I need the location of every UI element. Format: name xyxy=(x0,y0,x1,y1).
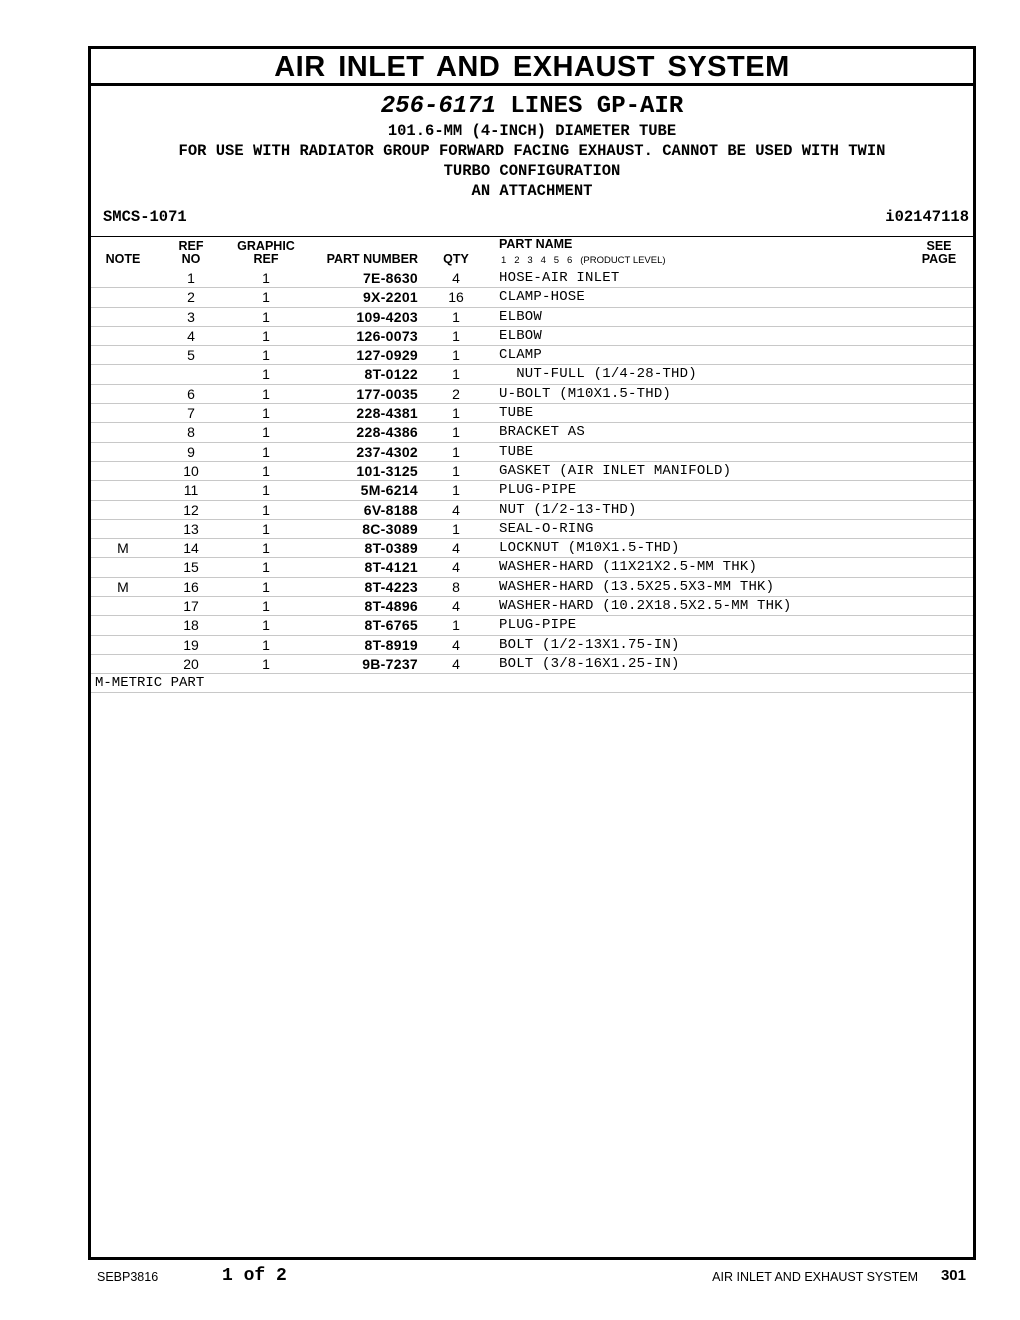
part-number-cell: 126-0073 xyxy=(356,327,418,344)
footer-page-number: 301 xyxy=(940,1267,966,1284)
ref-no-cell: 17 xyxy=(183,598,199,615)
part-number-cell: 228-4381 xyxy=(356,405,418,422)
part-name-cell: U-BOLT (M10X1.5-THD) xyxy=(499,385,672,402)
group-desc-line: FOR USE WITH RADIATOR GROUP FORWARD FACING EXHAUST. CANNOT BE USED WITH TWIN xyxy=(178,142,886,160)
col-see-page: PAGE xyxy=(921,252,957,266)
col-ref: REF xyxy=(178,239,204,253)
part-number-cell: 8C-3089 xyxy=(362,520,418,537)
qty-cell: 1 xyxy=(452,482,460,499)
group-number: 256-6171 xyxy=(380,93,496,120)
ref-no-cell: 20 xyxy=(183,655,199,672)
table-row xyxy=(91,501,973,520)
part-name-cell: ELBOW xyxy=(499,327,543,344)
table-row xyxy=(91,346,973,365)
qty-cell: 1 xyxy=(452,617,460,634)
qty-cell: 16 xyxy=(448,289,464,306)
qty-cell: 1 xyxy=(452,405,460,422)
table-row xyxy=(91,597,973,616)
footer-page-count: 1 of 2 xyxy=(222,1266,287,1286)
graphic-ref-cell: 1 xyxy=(262,540,270,557)
parts-table-header xyxy=(91,236,973,269)
qty-cell: 4 xyxy=(452,270,460,286)
ref-no-cell: 18 xyxy=(183,617,199,634)
footer-section: AIR INLET AND EXHAUST SYSTEM xyxy=(712,1270,918,1284)
ref-no-cell: 6 xyxy=(187,385,195,402)
graphic-ref-cell: 1 xyxy=(262,462,270,479)
ref-no-cell: 5 xyxy=(187,347,195,364)
part-name-cell: TUBE xyxy=(499,405,534,422)
part-number-cell: 8T-4121 xyxy=(364,559,418,576)
part-number-cell: 5M-6214 xyxy=(360,482,418,499)
qty-cell: 4 xyxy=(452,636,460,653)
graphic-ref-cell: 1 xyxy=(262,405,270,422)
qty-cell: 4 xyxy=(452,501,460,518)
table-row xyxy=(91,269,973,288)
table-row xyxy=(91,520,973,539)
qty-cell: 1 xyxy=(452,308,460,325)
part-name-cell: CLAMP xyxy=(499,347,543,364)
col-see: SEE xyxy=(926,239,952,253)
qty-cell: 1 xyxy=(452,443,460,460)
graphic-ref-cell: 1 xyxy=(262,617,270,634)
graphic-ref-cell: 1 xyxy=(262,443,270,460)
note-cell: M xyxy=(117,578,129,595)
part-number-cell: 8T-4223 xyxy=(364,578,418,595)
part-name-cell: BOLT (3/8-16X1.25-IN) xyxy=(499,655,680,672)
group-desc-line: 101.6-MM (4-INCH) DIAMETER TUBE xyxy=(387,122,677,140)
part-number-cell: 101-3125 xyxy=(356,462,418,479)
table-row xyxy=(91,578,973,597)
footnote: M-METRIC PART xyxy=(91,674,973,693)
col-graphic-ref: REF xyxy=(253,252,279,266)
table-row xyxy=(91,558,973,577)
parts-table-body xyxy=(91,269,973,674)
qty-cell: 1 xyxy=(452,462,460,479)
group-name: LINES GP-AIR xyxy=(510,93,684,120)
qty-cell: 4 xyxy=(452,559,460,576)
part-number-cell: 8T-6765 xyxy=(364,617,418,634)
qty-cell: 1 xyxy=(452,327,460,344)
ref-no-cell: 13 xyxy=(183,520,199,537)
part-number-cell: 177-0035 xyxy=(356,385,418,402)
graphic-ref-cell: 1 xyxy=(262,578,270,595)
part-name-cell: PLUG-PIPE xyxy=(499,482,577,499)
part-name-cell: NUT-FULL (1/4-28-THD) xyxy=(499,366,697,383)
page-footer xyxy=(0,1266,1020,1286)
table-row xyxy=(91,404,973,423)
footer-doc-number: SEBP3816 xyxy=(97,1270,159,1284)
table-row xyxy=(91,462,973,481)
ref-no-cell: 3 xyxy=(187,308,195,325)
part-number-cell: 127-0929 xyxy=(356,347,418,364)
part-name-cell: WASHER-HARD (10.2X18.5X2.5-MM THK) xyxy=(499,598,792,615)
group-desc-line: AN ATTACHMENT xyxy=(471,182,593,200)
table-row xyxy=(91,385,973,404)
col-note: NOTE xyxy=(105,252,141,266)
ref-no-cell: 4 xyxy=(187,327,195,344)
graphic-ref-cell: 1 xyxy=(262,598,270,615)
graphic-ref-cell: 1 xyxy=(262,347,270,364)
graphic-ref-cell: 1 xyxy=(262,270,270,286)
part-name-cell: ELBOW xyxy=(499,308,543,325)
graphic-ref-cell: 1 xyxy=(262,327,270,344)
ref-no-cell: 11 xyxy=(183,482,199,499)
part-name-cell: NUT (1/2-13-THD) xyxy=(499,501,637,518)
part-name-cell: CLAMP-HOSE xyxy=(499,289,586,306)
smcs-code: SMCS-1071 xyxy=(103,208,187,226)
part-name-cell: SEAL-O-RING xyxy=(499,520,594,537)
page-title: AIR INLET AND EXHAUST SYSTEM xyxy=(91,49,973,86)
part-number-cell: 9X-2201 xyxy=(362,289,418,306)
table-row xyxy=(91,365,973,384)
part-number-cell: 6V-8188 xyxy=(363,501,418,518)
table-row xyxy=(91,308,973,327)
ref-no-cell: 8 xyxy=(187,424,195,441)
part-number-cell: 8T-8919 xyxy=(364,636,418,653)
note-cell: M xyxy=(117,540,129,557)
ref-no-cell: 19 xyxy=(183,636,199,653)
group-title xyxy=(91,86,973,121)
part-name-cell: WASHER-HARD (13.5X25.5X3-MM THK) xyxy=(499,578,775,595)
graphic-ref-cell: 1 xyxy=(262,501,270,518)
group-header xyxy=(91,86,973,236)
illustration-id: i02147118 xyxy=(885,208,969,226)
qty-cell: 4 xyxy=(452,655,460,672)
qty-cell: 2 xyxy=(452,385,460,402)
table-row xyxy=(91,539,973,558)
part-number-cell: 8T-0389 xyxy=(364,540,418,557)
table-row xyxy=(91,288,973,307)
table-row xyxy=(91,327,973,346)
col-qty: QTY xyxy=(443,252,469,266)
part-name-cell: HOSE-AIR INLET xyxy=(499,270,620,286)
part-number-cell: 8T-0122 xyxy=(364,366,418,383)
part-number-cell: 228-4386 xyxy=(356,424,418,441)
part-name-cell: GASKET (AIR INLET MANIFOLD) xyxy=(499,462,732,479)
group-desc-line: TURBO CONFIGURATION xyxy=(443,162,621,180)
col-part-name: PART NAME xyxy=(499,237,573,251)
col-ref-no: NO xyxy=(181,252,201,266)
graphic-ref-cell: 1 xyxy=(262,289,270,306)
ref-no-cell: 2 xyxy=(187,289,195,306)
graphic-ref-cell: 1 xyxy=(262,559,270,576)
ref-no-cell: 10 xyxy=(183,462,199,479)
ref-no-cell: 14 xyxy=(183,540,199,557)
qty-cell: 1 xyxy=(452,520,460,537)
part-number-cell: 237-4302 xyxy=(356,443,418,460)
ref-no-cell: 7 xyxy=(187,405,195,422)
col-part-number: PART NUMBER xyxy=(326,252,418,266)
qty-cell: 1 xyxy=(452,424,460,441)
table-row xyxy=(91,636,973,655)
part-name-cell: TUBE xyxy=(499,443,534,460)
part-name-cell: PLUG-PIPE xyxy=(499,617,577,634)
ref-no-cell: 16 xyxy=(183,578,199,595)
part-number-cell: 8T-4896 xyxy=(364,598,418,615)
graphic-ref-cell: 1 xyxy=(262,655,270,672)
table-row xyxy=(91,655,973,674)
graphic-ref-cell: 1 xyxy=(262,482,270,499)
ref-no-cell: 15 xyxy=(183,559,199,576)
qty-cell: 4 xyxy=(452,598,460,615)
qty-cell: 1 xyxy=(452,347,460,364)
graphic-ref-cell: 1 xyxy=(262,636,270,653)
table-row xyxy=(91,423,973,442)
qty-cell: 8 xyxy=(452,578,460,595)
graphic-ref-cell: 1 xyxy=(262,385,270,402)
ref-no-cell: 1 xyxy=(187,270,195,286)
graphic-ref-cell: 1 xyxy=(262,424,270,441)
part-name-cell: BRACKET AS xyxy=(499,424,586,441)
graphic-ref-cell: 1 xyxy=(262,366,270,383)
qty-cell: 1 xyxy=(452,366,460,383)
part-name-cell: WASHER-HARD (11X21X2.5-MM THK) xyxy=(499,559,758,576)
col-product-levels: 1 2 3 4 5 6 (PRODUCT LEVEL) xyxy=(501,255,666,266)
part-number-cell: 109-4203 xyxy=(356,308,418,325)
page-frame xyxy=(88,46,976,1260)
qty-cell: 4 xyxy=(452,540,460,557)
ref-no-cell: 9 xyxy=(187,443,195,460)
graphic-ref-cell: 1 xyxy=(262,520,270,537)
col-graphic: GRAPHIC xyxy=(237,239,295,253)
part-number-cell: 7E-8630 xyxy=(362,270,418,286)
part-name-cell: LOCKNUT (M10X1.5-THD) xyxy=(499,540,680,557)
table-row xyxy=(91,443,973,462)
table-row xyxy=(91,616,973,635)
graphic-ref-cell: 1 xyxy=(262,308,270,325)
table-row xyxy=(91,481,973,500)
part-name-cell: BOLT (1/2-13X1.75-IN) xyxy=(499,636,680,653)
part-number-cell: 9B-7237 xyxy=(362,655,418,672)
ref-no-cell: 12 xyxy=(183,501,199,518)
